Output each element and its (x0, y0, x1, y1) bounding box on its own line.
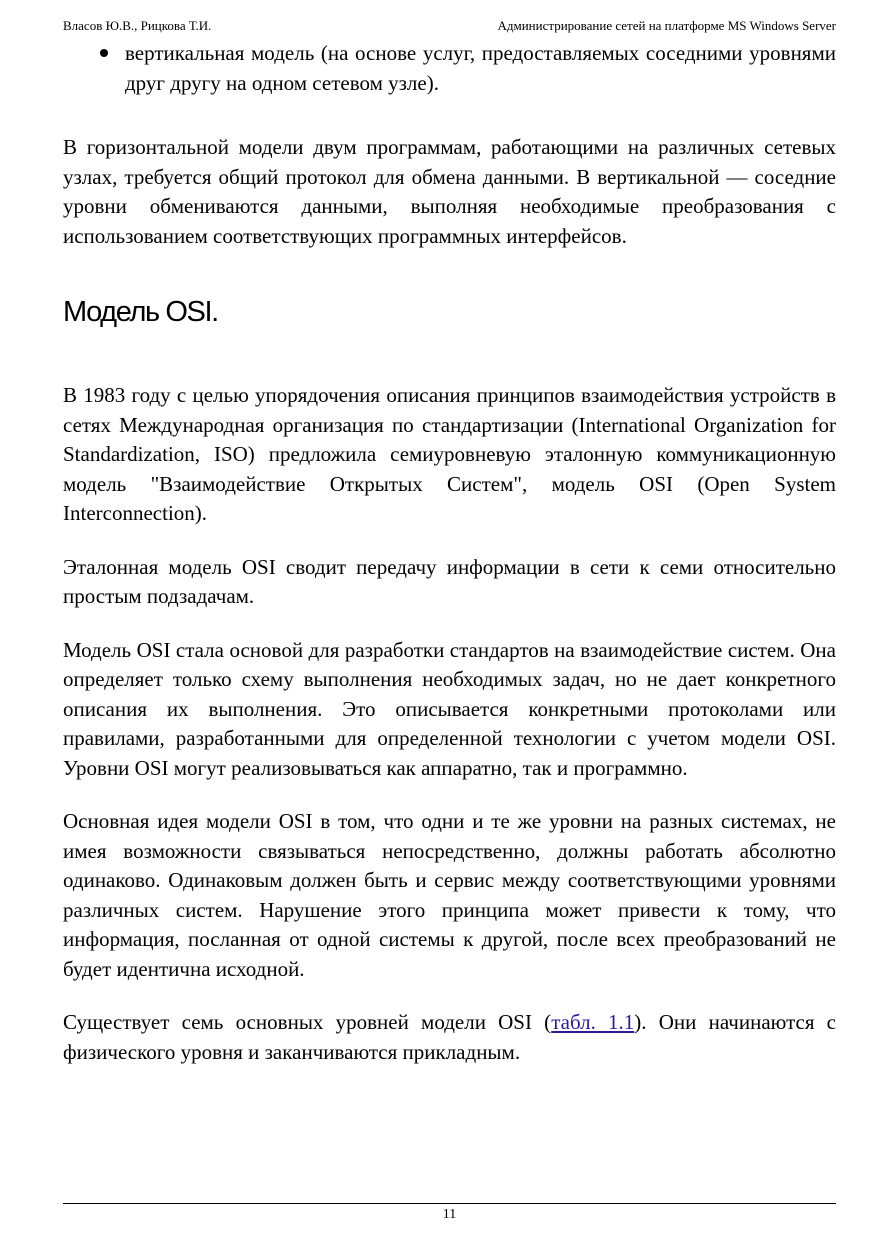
paragraph-seven-levels (63, 1008, 836, 1067)
paragraph-reduction: Эталонная модель OSI сводит передачу информации в сети к семи относительно простым подзадачам. (63, 554, 836, 608)
page-content (63, 39, 836, 1067)
footer-divider (63, 1203, 836, 1204)
list-item (63, 39, 836, 98)
table-reference-link[interactable]: табл. 1.1 (551, 1010, 635, 1034)
seven-levels-text-end: ). Они начинаются с физического уровня и заканчиваются прикладным. (63, 1010, 837, 1064)
section-heading: Модель OSI. (63, 296, 218, 328)
header-title: Администрирование сетей на платформе MS Windows Server (497, 18, 836, 33)
header-authors: Власов Ю.В., Рицкова Т.И. (63, 18, 212, 33)
bullet-text: вертикальная модель (на основе услуг, предоставляемых соседними уровнями друг другу на одном сетевом узле). (125, 41, 836, 95)
page-number: 11 (442, 1207, 457, 1222)
paragraph-history: В 1983 году с целью упорядочения описания принципов взаимодействия устройств в сетях Международная организация по стандартизации (International Organization for Standardization, ISO) предложила семиуровневую эталонную коммуникационную модель "Взаимодействие Открытых Систем", модель OSI (Open System Interconnection). (63, 383, 836, 525)
running-header (63, 17, 836, 35)
paragraph-basis: Модель OSI стала основой для разработки стандартов на взаимодействие систем. Она определяет только схему выполнения необходимых задач, но не дает конкретного описания их выполнения. Это описывается конкретными протоколами или правилами, разработанными для определенной технологии с учетом модели OSI. Уровни OSI могут реализовываться как аппаратно, так и программно. (63, 637, 836, 780)
bullet-dot-icon (100, 49, 108, 57)
document-page (63, 0, 836, 1241)
paragraph-main-idea: Основная идея модели OSI в том, что одни и те же уровни на разных системах, не имея возможности связываться непосредственно, должны работать абсолютно одинаково. Одинаковым должен быть и сервис между соответствующими уровнями различных систем. Нарушение этого принципа может привести к тому, что информация, посланная от одной системы к другой, после всех преобразований не будет идентична исходной. (63, 809, 836, 981)
seven-levels-text-start: Существует семь основных уровней модели OSI ( (63, 1010, 552, 1034)
paragraph-horizontal-vertical: В горизонтальной модели двум программам, работающими на различных сетевых узлах, требуется общий протокол для обмена данными. В вертикальной — соседние уровни обмениваются данными, выполняя необходимые преобразования с использованием соответствующих программных интерфейсов. (63, 135, 836, 248)
bullet-list (63, 39, 836, 98)
